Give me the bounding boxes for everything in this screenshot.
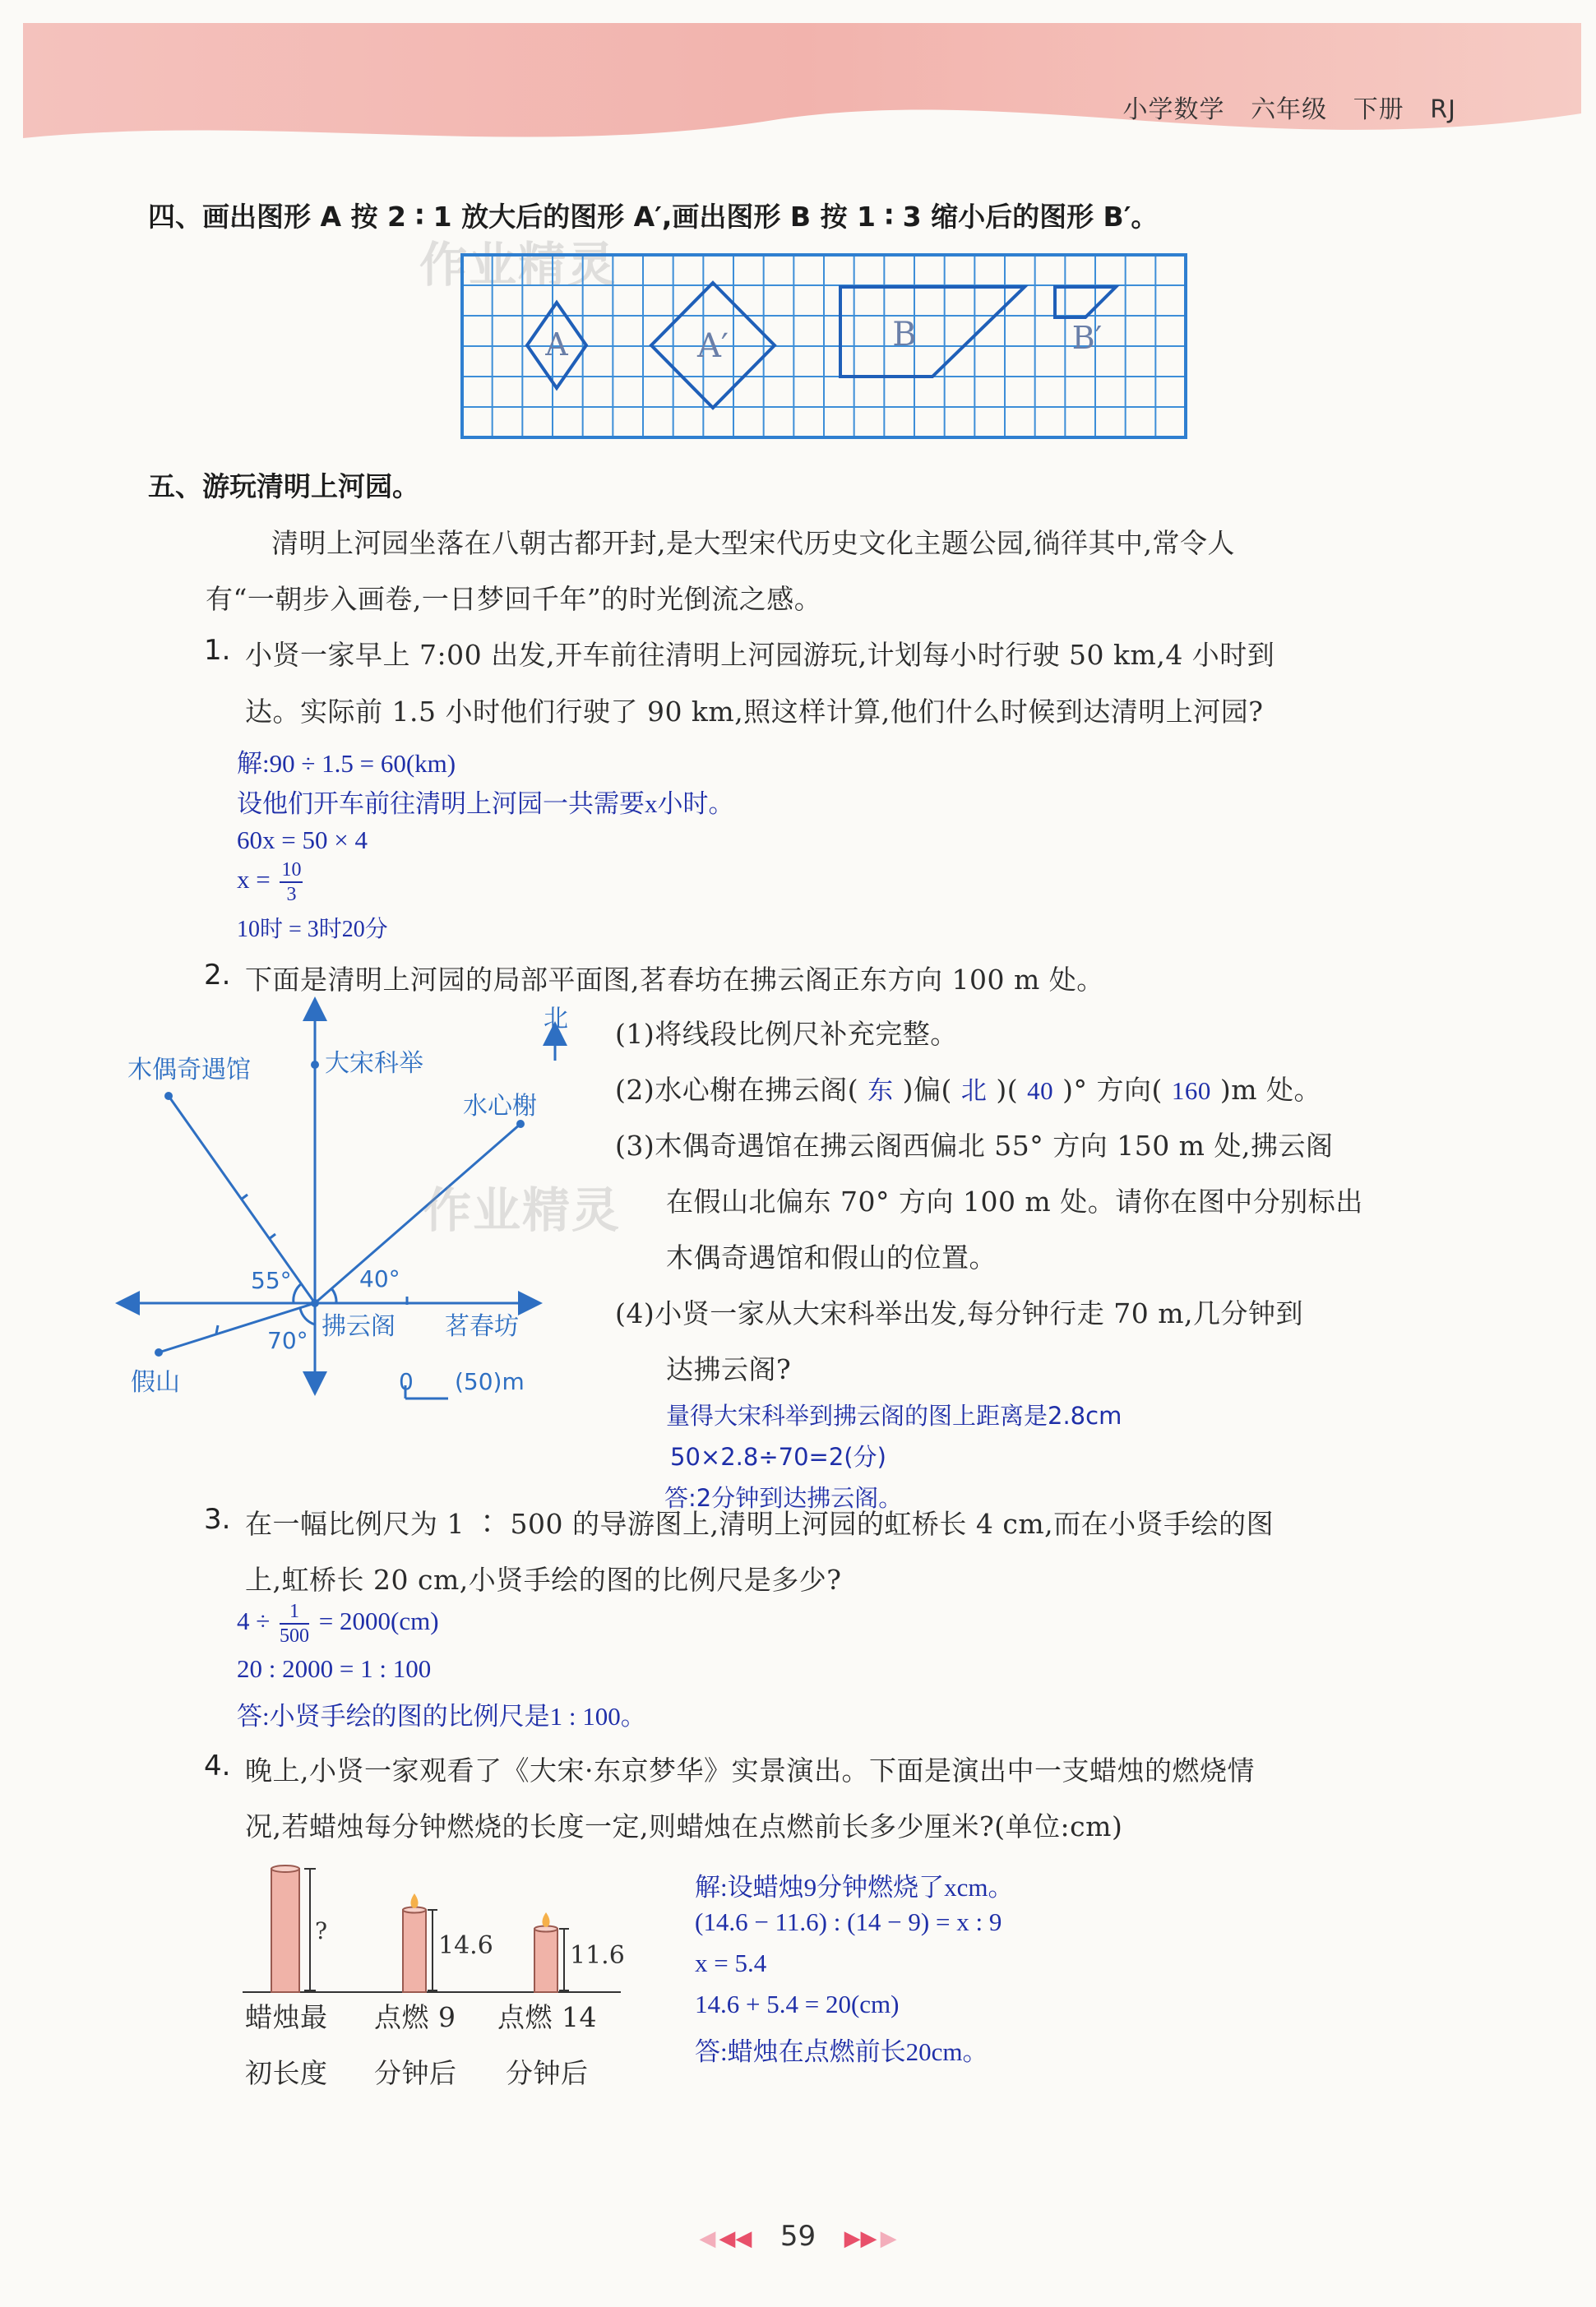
q3-fraction-num: 1 [280, 1602, 309, 1625]
q4-answer-4: 14.6 + 5.4 = 20(cm) [695, 1990, 900, 2018]
map-shuixin: 水心榭 [463, 1092, 537, 1121]
label-a: A [545, 326, 568, 363]
map-angle-40: 40° [359, 1265, 400, 1292]
q2-ans-angle: 40 [1027, 1076, 1054, 1105]
label-b-prime: B′ [1071, 320, 1103, 356]
q3-answer-1-a: 4 ÷ [237, 1607, 271, 1636]
map-jiashan: 假山 [131, 1368, 180, 1397]
candle-caption-3-line1: 点燃 14 [497, 2001, 597, 2033]
q4-line-1: 晚上,小贤一家观看了《大宋·东京梦华》实景演出。下面是演出中一支蜡烛的燃烧情 [245, 1755, 1255, 1787]
watermark-middle: 作业精灵 [423, 1182, 622, 1238]
candle-figure [234, 1856, 645, 1996]
q2-sub2-part-c: )( [996, 1074, 1019, 1106]
q2-sub-4-line2: 达拂云阁? [666, 1353, 792, 1385]
page-number: 59 [779, 2220, 817, 2253]
q2-ans-direction1: 东 [867, 1076, 894, 1105]
shape-b [840, 287, 1025, 377]
page-footer [0, 2220, 1596, 2253]
q4-answer-1: 解:设蜡烛9分钟燃烧了xcm。 [695, 1873, 1014, 1902]
q3-answer-1 [237, 1602, 439, 1646]
candle-initial [271, 1869, 299, 1992]
q1-fraction-den: 3 [286, 884, 297, 905]
candle-caption-3-line2: 分钟后 [506, 2057, 589, 2089]
prev-arrow-icon: ◀◀ [719, 2226, 752, 2251]
section5-title: 五、游玩清明上河园。 [148, 470, 419, 502]
intro-line-2: 有“一朝步入画卷,一日梦回千年”的时光倒流之感。 [206, 583, 822, 615]
q2-answer-3: 答:2分钟到达拂云阁。 [664, 1484, 903, 1512]
q2-sub-4-line1: (4)小贤一家从大宋科举出发,每分钟行走 70 m,几分钟到 [615, 1297, 1303, 1329]
candle-2-value: 14.6 [438, 1931, 493, 1960]
q2-sub-3-line2: 在假山北偏东 70° 方向 100 m 处。请你在图中分别标出 [666, 1186, 1363, 1218]
q2-ans-direction2: 北 [960, 1076, 988, 1105]
grid-figure [460, 253, 1187, 439]
label-b: B [892, 316, 917, 354]
next-arrow-light-icon: ▶ [880, 2226, 897, 2251]
q3-number: 3. [204, 1503, 231, 1536]
map-mingchun: 茗春坊 [445, 1312, 519, 1341]
q1-line-2: 达。实际前 1.5 小时他们行驶了 90 km,照这样计算,他们什么时候到达清明上河园? [245, 696, 1264, 728]
q2-number: 2. [204, 959, 231, 992]
q3-answer-3: 答:小贤手绘的图的比例尺是1 : 100。 [237, 1702, 646, 1731]
q1-answer-3: 60x = 50 × 4 [237, 825, 368, 854]
q2-sub2-part-b: )偏( [902, 1074, 952, 1106]
q4-answer-5: 答:蜡烛在点燃前长20cm。 [695, 2037, 988, 2066]
q3-fraction [280, 1602, 309, 1646]
q1-answer-4-lhs: x = [237, 865, 271, 895]
header-subject: 小学数学 [1122, 95, 1225, 124]
section4-title: 四、画出图形 A 按 2 ∶ 1 放大后的图形 A′,画出图形 B 按 1 ∶ 3 缩小后的图形 B′。 [148, 201, 1159, 233]
q2-answer-2: 50×2.8÷70=2(分) [670, 1443, 886, 1471]
q1-answer-5: 10时 = 3时20分 [237, 917, 388, 942]
q2-sub-2 [615, 1069, 1321, 1107]
map-muou: 木偶奇遇馆 [127, 1056, 251, 1084]
q3-line-1: 在一幅比例尺为 1 ∶ 500 的导游图上,清明上河园的虹桥长 4 cm,而在小贤手绘的图 [245, 1508, 1274, 1540]
candle-3-value: 11.6 [570, 1941, 625, 1970]
header-grade: 六年级 [1251, 95, 1328, 124]
q2-line-1: 下面是清明上河园的局部平面图,茗春坊在拂云阁正东方向 100 m 处。 [245, 964, 1104, 996]
q2-sub-3-line1: (3)木偶奇遇馆在拂云阁西偏北 55° 方向 150 m 处,拂云阁 [615, 1130, 1334, 1162]
q1-line-1: 小贤一家早上 7:00 出发,开车前往清明上河园游玩,计划每小时行驶 50 km,4 小时到 [245, 639, 1275, 671]
candle-after-14 [534, 1929, 557, 1992]
q2-sub2-part-d: )° 方向( [1062, 1074, 1163, 1106]
prev-arrow-light-icon: ◀ [699, 2226, 716, 2251]
map-angle-70: 70° [267, 1327, 308, 1354]
map-fuyun: 拂云阁 [322, 1312, 396, 1341]
header-volume: 下册 [1353, 95, 1404, 124]
map-north: 北 [544, 1005, 568, 1033]
map-dasong: 大宋科举 [325, 1049, 423, 1078]
q2-sub2-part-e: )m 处。 [1219, 1074, 1322, 1106]
q2-sub2-part-a: (2)水心榭在拂云阁( [615, 1074, 859, 1106]
q1-number: 1. [204, 634, 231, 667]
q2-sub-1: (1)将线段比例尺补充完整。 [615, 1018, 958, 1050]
q3-line-2: 上,虹桥长 20 cm,小贤手绘的图的比例尺是多少? [245, 1564, 842, 1596]
q2-answer-1: 量得大宋科举到拂云阁的图上距离是2.8cm [666, 1402, 1122, 1430]
q2-sub-3-line3: 木偶奇遇馆和假山的位置。 [666, 1241, 997, 1274]
q3-answer-1-b: = 2000(cm) [318, 1607, 439, 1636]
q4-line-2: 况,若蜡烛每分钟燃烧的长度一定,则蜡烛在点燃前长多少厘米?(单位:cm) [245, 1810, 1123, 1842]
candle-caption-2-line2: 分钟后 [374, 2057, 457, 2089]
q4-answer-2: (14.6 − 11.6) : (14 − 9) = x : 9 [695, 1907, 1002, 1936]
q3-fraction-den: 500 [280, 1625, 310, 1647]
label-a-prime: A′ [697, 327, 729, 365]
map-angle-55: 55° [251, 1267, 292, 1294]
q1-answer-2: 设他们开车前往清明上河园一共需要x小时。 [237, 789, 734, 818]
map-scale-zero: 0 [399, 1368, 414, 1395]
intro-line-1: 清明上河园坐落在八朝古都开封,是大型宋代历史文化主题公园,徜徉其中,常令人 [271, 527, 1235, 559]
q2-ans-distance: 160 [1171, 1076, 1211, 1105]
q1-answer-1: 解:90 ÷ 1.5 = 60(km) [237, 749, 456, 778]
q1-fraction-num: 10 [280, 860, 303, 883]
candle-after-9 [403, 1910, 426, 1992]
candle-caption-2-line1: 点燃 9 [374, 2001, 456, 2033]
q3-answer-2: 20 : 2000 = 1 : 100 [237, 1654, 432, 1683]
header-subject-info [1122, 89, 1456, 125]
header-edition: RJ [1430, 95, 1456, 124]
candle-1-value: ? [315, 1917, 328, 1944]
watermark-top: 作业精灵 [419, 237, 618, 293]
next-arrow-icon: ▶▶ [844, 2226, 877, 2251]
q4-answer-3: x = 5.4 [695, 1949, 767, 1977]
candle-caption-1-line2: 初长度 [245, 2057, 328, 2089]
shape-b-prime [1055, 287, 1116, 317]
q1-answer-4 [237, 860, 306, 904]
map-scale-value: (50)m [455, 1368, 525, 1395]
candle-caption-1-line1: 蜡烛最 [245, 2001, 328, 2033]
q1-fraction [280, 860, 303, 904]
q4-number: 4. [204, 1750, 231, 1782]
